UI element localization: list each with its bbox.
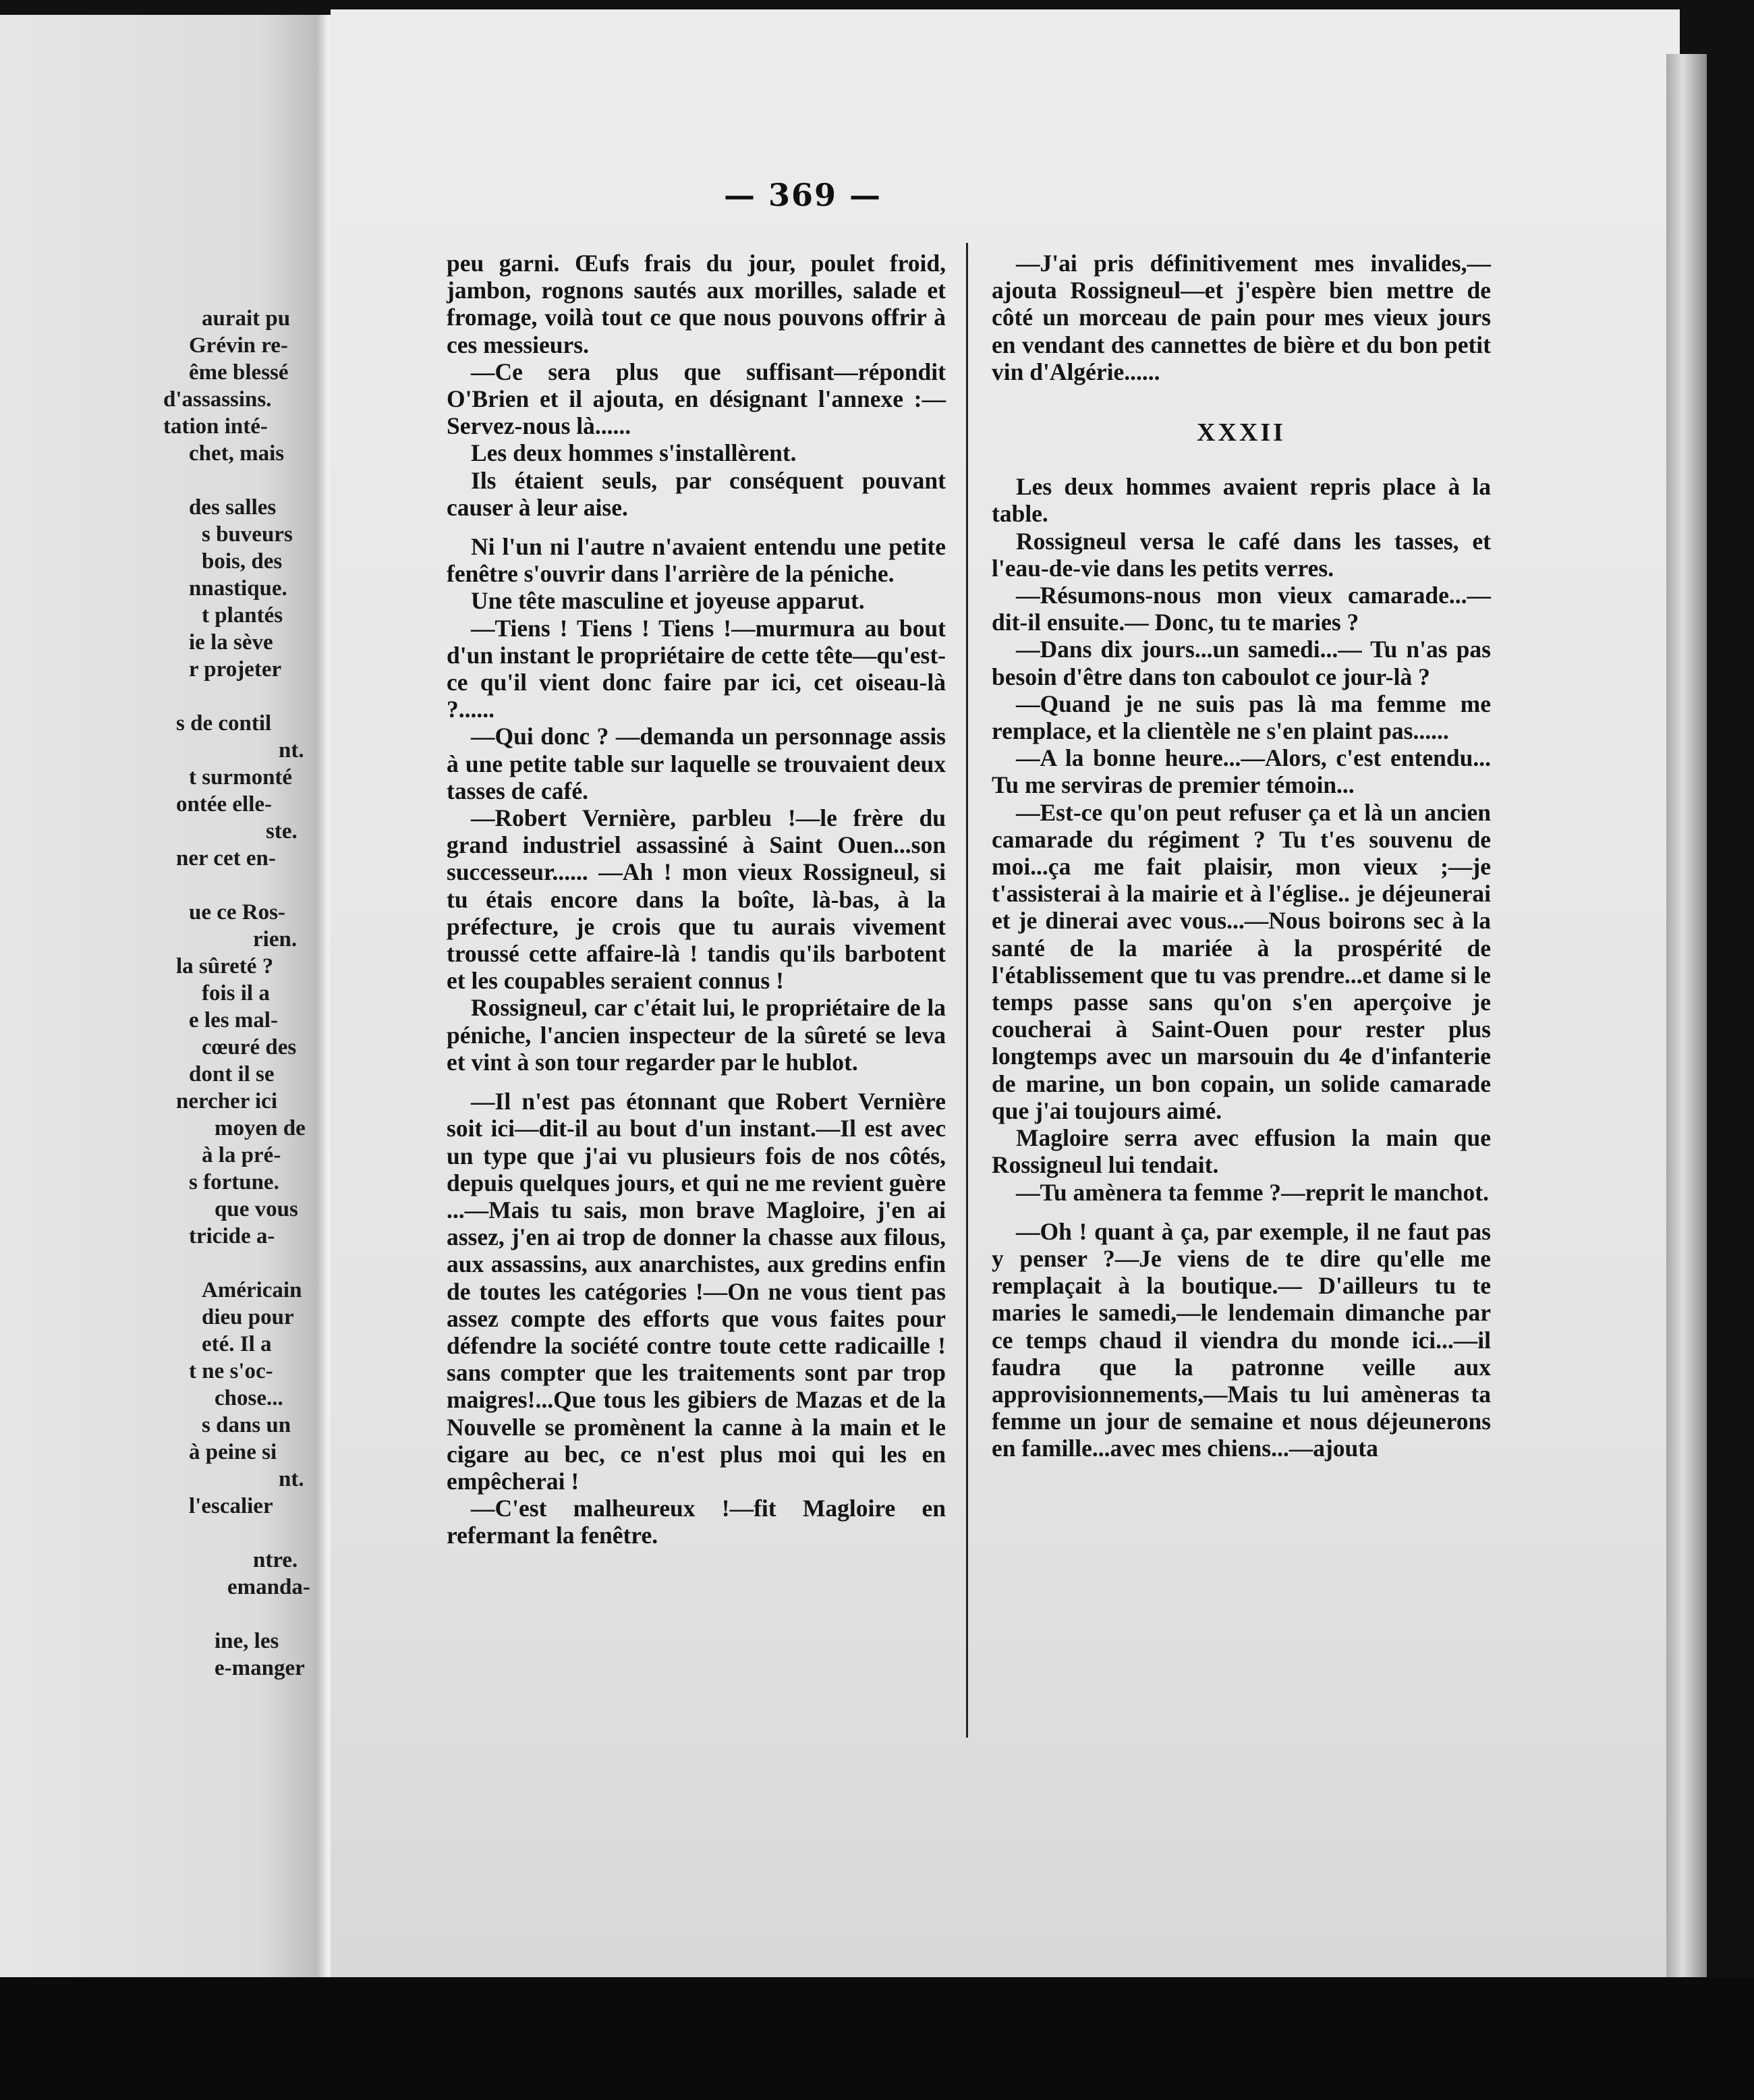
paragraph: —Est-ce qu'on peut refuser ça et là un ancien camarade du régiment ? Tu t'es souvenu de moi...ça me fait plaisir, mon vieux ;—je t'assisterai à la mairie et à l'église.. je déjeunerai et je dinerai avec vous...—Nous boirons sec à la santé de la mariée à la prospérité de l'établissement que tu vas prendre...et dame si le temps passe sans qu'on s'en aperçoive je coucherai à Saint-Ouen pour rester plus longtemps avec un marsouin du 4e d'infanterie de marine, un bon copain, un solide camarade que j'ai toujours aimé. [992,798,1491,1124]
left-fragment-line: ie la sève [189,630,273,655]
left-fragment-line: r projeter [189,657,282,682]
left-fragment-line: ner cet en- [176,846,276,871]
paragraph: —Tiens ! Tiens ! Tiens !—murmura au bout d'un instant le propriétaire de cette tête—qu'est-ce qu'il vient donc faire par ici, cet oiseau-là ?...... [447,614,946,723]
left-fragment-line: s de contil [176,711,272,736]
left-fragment-line: ême blessé [189,360,289,385]
left-fragment-line: t ne s'oc- [189,1359,273,1383]
paragraph: —Qui donc ? —demanda un personnage assis à une petite table sur laquelle se trouvaient deux tasses de café. [447,723,946,804]
left-fragment-line: nnastique. [189,576,287,601]
left-fragment-line: nt. [279,738,304,763]
bottom-shadow [0,1977,1754,2100]
left-fragment-line: tricide a- [189,1224,275,1248]
page-number: — 369 — [723,177,882,213]
paragraph: Rossigneul, car c'était lui, le propriétaire de la péniche, l'ancien inspecteur de la sûreté se leva et vint à son tour regarder par le hublot. [447,994,946,1076]
left-fragment-line: moyen de [215,1116,306,1140]
left-fragment-line: ue ce Ros- [189,900,285,924]
left-fragment-line: emanda- [227,1575,310,1599]
left-fragment-line: tation inté- [163,414,268,439]
chapter-heading: XXXII [1197,418,1286,447]
left-fragment-line: ine, les [215,1629,279,1653]
left-fragment-line [0,1601,317,1628]
paragraph: Une tête masculine et joyeuse apparut. [471,587,865,615]
left-fragment-line: fois il a [202,981,270,1005]
paragraph: Les deux hommes s'installèrent. [471,439,797,467]
left-fragment-line: dont il se [189,1062,275,1086]
page-edge [1666,54,1707,1984]
left-fragment-line [0,467,317,494]
left-fragment-line [0,683,317,710]
left-fragment-line: aurait pu [202,306,291,331]
paragraph: —Ce sera plus que suffisant—répondit O'Brien et il ajouta, en désignant l'annexe :—Servez-nous là...... [447,358,946,440]
paragraph-intro: —J'ai pris définitivement mes invalides,—ajouta Rossigneul—et j'espère bien mettre de côté un morceau de pain pour mes vieux jours en vendant des cannettes de bière et du bon petit vin d'Algérie...... [992,250,1491,385]
paragraph: Rossigneul versa le café dans les tasses, et l'eau-de-vie dans les petits verres. [992,527,1491,582]
left-fragment-line: chet, mais [189,441,285,466]
left-fragment-line: cœuré des [202,1035,297,1059]
paragraph: —Dans dix jours...un samedi...— Tu n'as pas besoin d'être dans ton caboulot ce jour-là ? [992,636,1491,690]
left-fragment-line: ntre. [253,1548,298,1572]
left-fragment-line: chose... [215,1386,283,1410]
left-fragment-line: à la pré- [202,1143,281,1167]
left-fragment-line: rien. [253,927,298,951]
left-fragment-line [0,1520,317,1547]
left-fragment-line: t plantés [202,603,283,628]
paragraph: —C'est malheureux !—fit Magloire en refermant la fenêtre. [447,1495,946,1549]
text-column-left [447,250,946,1549]
left-fragment-line: s dans un [202,1413,291,1437]
paragraph: Ils étaient seuls, par conséquent pouvant causer à leur aise. [447,466,946,521]
paragraph: —Oh ! quant à ça, par exemple, il ne faut pas y penser ?—Je viens de te dire qu'elle me remplaçait à la boutique.— D'ailleurs tu te maries le samedi,—le lendemain dimanche par ce temps chaud il viendra du monde ici...—il faudra que la patronne veille aux approvisionnements,—Mais tu lui amèneras ta femme un jour de semaine et nous déjeunerons en famille...avec mes chiens...—ajouta [992,1217,1491,1462]
left-fragment-line: la sûreté ? [176,954,274,978]
paragraph: peu garni. Œufs frais du jour, poulet froid, jambon, rognons sautés aux morilles, salade et fromage, voilà tout ce que nous pouvons offrir à ces messieurs. [447,250,946,358]
paragraph: Ni l'un ni l'autre n'avaient entendu une petite fenêtre s'ouvrir dans l'arrière de la péniche. [447,533,946,588]
paragraph: —Robert Vernière, parbleu !—le frère du grand industriel assassiné à Saint Ouen...son successeur...... —Ah ! mon vieux Rossigneul, si tu étais encore dans la boîte, là-bas, à la préfecture, je crois que tu aurais vivement troussé cette affaire-là ! tandis qu'ils barbotent et les coupables seraient connus ! [447,804,946,995]
left-fragment-line: ste. [266,819,298,844]
column-divider [966,243,968,1738]
paragraph: —Il n'est pas étonnant que Robert Vernière soit ici—dit-il au bout d'un instant.—Il est avec un type que j'ai vu plusieurs fois de nos côtés, depuis quelques jours, et qui ne me revient guère ...—Mais tu sais, mon brave Magloire, j'en ai assez, j'en ai trop de donner la chasse aux filous, aux assassins, aux anarchistes, aux gredins enfin de toutes les catégories !—On ne vous tient pas assez compte des efforts que vous faites pour défendre la société contre toute cette radicaille ! sans compter que les traitements sont par trop maigres!...Que tous les gibiers de Mazas et de la Nouvelle se promènent la canne à la main et le cigare au bec, ce n'est plus moi qui les en empêcherai ! [447,1088,946,1495]
left-page [0,15,325,1985]
left-fragment-line: l'escalier [189,1494,273,1518]
left-fragment-line: dieu pour [202,1305,294,1329]
left-fragment-line: ontée elle- [176,792,273,817]
text-column-right [992,250,1491,1462]
left-fragment-line: Grévin re- [189,333,288,358]
paragraph: Les deux hommes avaient repris place à la table. [992,473,1491,528]
left-fragment-line [0,872,317,899]
paragraph: —A la bonne heure...—Alors, c'est entendu... Tu me serviras de premier témoin... [992,744,1491,799]
left-fragment-line: s buveurs [202,522,293,547]
left-fragment-line: Américain [202,1278,302,1302]
left-fragment-line: à peine si [189,1440,277,1464]
left-page-text-fragments [0,305,317,1682]
left-fragment-line: nercher ici [176,1089,277,1113]
left-fragment-line: s fortune. [189,1170,279,1194]
left-fragment-line: nt. [279,1467,304,1491]
left-fragment-line: e-manger [215,1656,305,1680]
left-fragment-line: e les mal- [189,1008,278,1032]
chapter-body [992,473,1491,1462]
left-fragment-line [0,1250,317,1277]
paragraph: Magloire serra avec effusion la main que Rossigneul lui tendait. [992,1124,1491,1179]
left-fragment-line: des salles [189,495,277,520]
left-fragment-line: bois, des [202,549,283,574]
left-fragment-line: que vous [215,1197,298,1221]
left-fragment-line: t surmonté [189,765,293,790]
left-fragment-line: eté. Il a [202,1332,272,1356]
paragraph: —Quand je ne suis pas là ma femme me remplace, et la clientèle ne s'en plaint pas...... [992,690,1491,745]
paragraph: —Tu amènera ta femme ?—reprit le manchot. [1016,1178,1489,1206]
paragraph: —Résumons-nous mon vieux camarade...— dit-il ensuite.— Donc, tu te maries ? [992,582,1491,636]
left-fragment-line: d'assassins. [163,387,272,412]
